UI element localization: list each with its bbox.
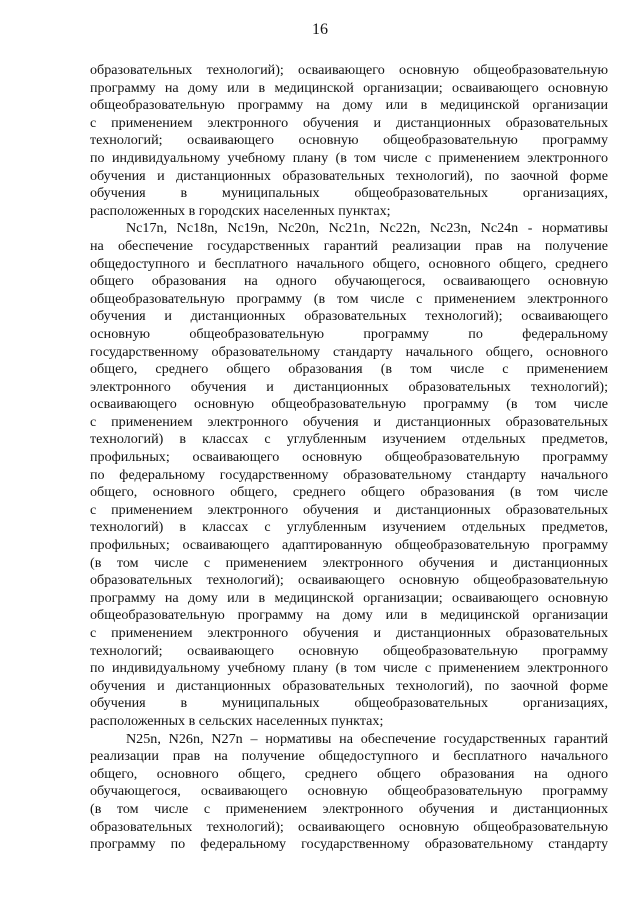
text-line: технологий) в классах с углубленным изучением отдельных предметов, [90,519,608,536]
text-line: с применением электронного обучения и дистанционных образовательных [90,413,608,430]
text-line: на обеспечение государственных гарантий реализации прав на получение [90,237,608,254]
text-line: обучающегося, осваивающего основную общеобразовательную программу [90,783,608,800]
text-line: профильных; осваивающего основную общеобразовательную программу [90,449,608,466]
text-line: с применением электронного обучения и дистанционных образовательных [90,625,608,641]
text-line: обучения и дистанционных образовательных технологий); осваивающего [90,308,608,325]
text-line: (в том числе с применением электронного обучения и дистанционных [90,800,608,817]
text-line: технологий; осваивающего основную общеобразовательную программу [90,642,608,659]
text-line: государственному образовательному стандарту начального общего, основного [90,343,608,360]
text-line: по индивидуальному учебному плану (в том числе с применением электронного [90,149,608,166]
text-line: образовательных технологий); осваивающего основную общеобразовательную [90,62,608,78]
text-line: обучения в муниципальных общеобразовательных организациях, [90,185,608,202]
text-line: расположенных в сельских населенных пунктах; [90,712,384,729]
text-line: программу по федеральному государственному образовательному стандарту [90,836,608,853]
text-line: обучения и дистанционных образовательных технологий), по заочной форме [90,167,608,184]
text-line: общедоступного и бесплатного начального общего, основного общего, среднего [90,255,608,272]
text-line: с применением электронного обучения и дистанционных образовательных [90,114,608,131]
text-line: общего, основного общего, среднего общего образования на одного [90,765,608,782]
text-line: общеобразовательную программу (в том числе с применением электронного [90,290,608,307]
text-line: по индивидуальному учебному плану (в том числе с применением электронного [90,660,608,677]
text-line: обучения и дистанционных образовательных технологий), по заочной форме [90,677,608,694]
text-line: N25n, N26n, N27n – нормативы на обеспечение государственных гарантий [126,730,608,747]
page-number: 16 [312,21,328,38]
text-line: с применением электронного обучения и дистанционных образовательных [90,501,608,518]
text-line: Nc17n, Nc18n, Nc19n, Nc20n, Nc21n, Nc22n, Nc23n, Nc24n - нормативы [126,220,608,237]
text-line: реализации прав на получение общедоступного и бесплатного начального [90,748,608,765]
text-line: по федеральному государственному образовательному стандарту начального [90,466,608,483]
text-line: образовательных технологий); осваивающего основную общеобразовательную [90,818,608,835]
text-line: программу на дому или в медицинской организации; осваивающего основную [90,589,608,606]
text-line: (в том числе с применением электронного обучения и дистанционных [90,554,608,571]
text-line: общего образования на одного обучающегося, осваивающего основную [90,273,608,290]
text-line: профильных; осваивающего адаптированную общеобразовательную программу [90,537,608,554]
text-line: образовательных технологий); осваивающего основную общеобразовательную [90,572,608,589]
text-line: осваивающего основную общеобразовательную программу (в том числе [90,396,608,413]
text-line: технологий) в классах с углубленным изучением отдельных предметов, [90,431,608,448]
text-line: программу на дому или в медицинской организации; осваивающего основную [90,79,608,96]
text-line: основную общеобразовательную программу по федеральному [90,325,608,342]
text-line: обучения в муниципальных общеобразовательных организациях, [90,695,608,712]
body-text [90,62,608,854]
text-line: общеобразовательную программу на дому или в медицинской организации [90,607,608,624]
text-line: технологий; осваивающего основную общеобразовательную программу [90,132,608,149]
text-line: общеобразовательную программу на дому или в медицинской организации [90,97,608,114]
text-line: общего, среднего общего образования (в том числе с применением [90,361,608,378]
text-line: расположенных в городских населенных пунктах; [90,202,391,219]
text-line: электронного обучения и дистанционных образовательных технологий); [90,378,608,395]
text-line: общего, основного общего, среднего общего образования (в том числе [90,484,608,501]
